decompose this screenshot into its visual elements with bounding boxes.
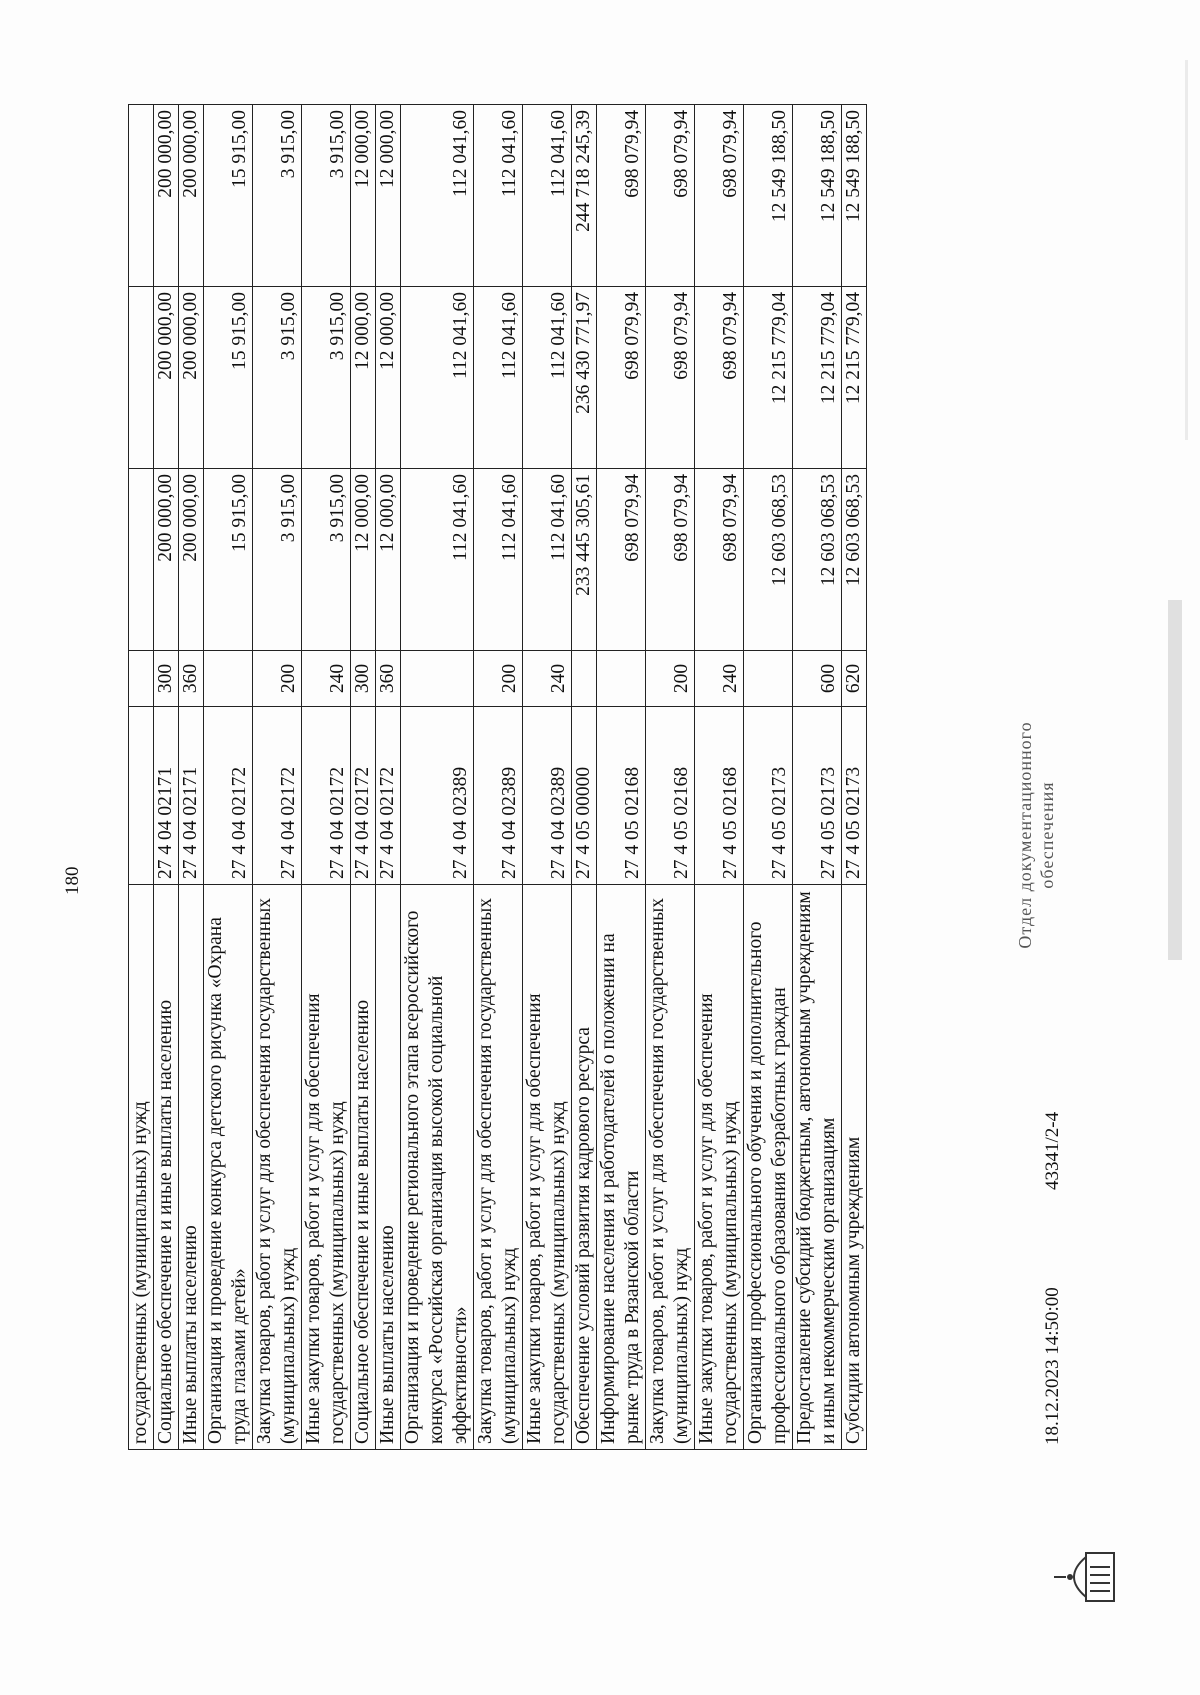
- cell-y2023: 698 079,94: [646, 469, 695, 651]
- cell-y2023: 12 000,00: [351, 469, 376, 651]
- cell-name: Информирование населения и работодателей о положении на рынке труда в Рязанской области: [597, 885, 646, 1450]
- cell-csr: 27 4 05 00000: [572, 707, 597, 885]
- cell-y2025: 3 915,00: [302, 105, 351, 287]
- cell-vr: [204, 651, 253, 707]
- cell-csr: [129, 707, 154, 885]
- cell-name: Закупка товаров, работ и услуг для обеспечения государственных (муниципальных) нужд: [646, 885, 695, 1450]
- cell-y2023: 112 041,60: [474, 469, 523, 651]
- table-row: [474, 105, 523, 1450]
- cell-y2025: 15 915,00: [204, 105, 253, 287]
- cell-vr: 240: [523, 651, 572, 707]
- cell-y2023: 200 000,00: [154, 469, 179, 651]
- cell-csr: 27 4 04 02171: [154, 707, 179, 885]
- cell-y2024: [129, 287, 154, 469]
- cell-y2023: 698 079,94: [597, 469, 646, 651]
- table-row: [154, 105, 179, 1450]
- table-row: [523, 105, 572, 1450]
- cell-y2024: 698 079,94: [646, 287, 695, 469]
- cell-csr: 27 4 05 02173: [744, 707, 793, 885]
- cell-name: государственных (муниципальных) нужд: [129, 885, 154, 1450]
- cell-y2024: 112 041,60: [401, 287, 474, 469]
- table-row: [572, 105, 597, 1450]
- cell-vr: 240: [302, 651, 351, 707]
- cell-vr: [597, 651, 646, 707]
- cell-y2024: 12 215 779,04: [842, 287, 867, 469]
- cell-y2023: 12 000,00: [376, 469, 401, 651]
- cell-y2024: 112 041,60: [523, 287, 572, 469]
- cell-vr: 300: [154, 651, 179, 707]
- cell-vr: 200: [646, 651, 695, 707]
- cell-y2024: 200 000,00: [154, 287, 179, 469]
- cell-name: Иные закупки товаров, работ и услуг для обеспечения государственных (муниципальных) нужд: [302, 885, 351, 1450]
- table-row: [253, 105, 302, 1450]
- cell-y2023: 233 445 305,61: [572, 469, 597, 651]
- cell-name: Социальное обеспечение и иные выплаты населению: [351, 885, 376, 1450]
- cell-y2023: 112 041,60: [401, 469, 474, 651]
- cell-y2024: 12 215 779,04: [744, 287, 793, 469]
- cell-name: Субсидии автономным учреждениям: [842, 885, 867, 1450]
- cell-y2024: 12 215 779,04: [793, 287, 842, 469]
- cell-y2024: 698 079,94: [695, 287, 744, 469]
- cell-vr: [744, 651, 793, 707]
- cell-y2024: 3 915,00: [302, 287, 351, 469]
- cell-vr: [401, 651, 474, 707]
- cell-name: Закупка товаров, работ и услуг для обеспечения государственных (муниципальных) нужд: [253, 885, 302, 1450]
- cell-vr: 300: [351, 651, 376, 707]
- department-stamp: [1014, 655, 1058, 1015]
- cell-y2023: 200 000,00: [179, 469, 204, 651]
- cell-name: Иные закупки товаров, работ и услуг для обеспечения государственных (муниципальных) нужд: [695, 885, 744, 1450]
- table-row: [646, 105, 695, 1450]
- cell-csr: 27 4 05 02173: [842, 707, 867, 885]
- cell-y2024: 12 000,00: [376, 287, 401, 469]
- cell-name: Организация и проведение конкурса детского рисунка «Охрана труда глазами детей»: [204, 885, 253, 1450]
- cell-y2025: 3 915,00: [253, 105, 302, 287]
- cell-y2025: 200 000,00: [179, 105, 204, 287]
- cell-csr: 27 4 05 02173: [793, 707, 842, 885]
- cell-csr: 27 4 04 02172: [302, 707, 351, 885]
- cell-y2024: 3 915,00: [253, 287, 302, 469]
- cell-y2024: 112 041,60: [474, 287, 523, 469]
- cell-y2025: 12 000,00: [351, 105, 376, 287]
- stamp-line-2: обеспечения: [1037, 781, 1057, 889]
- cell-y2025: 12 549 188,50: [793, 105, 842, 287]
- cell-y2025: 698 079,94: [646, 105, 695, 287]
- cell-vr: [129, 651, 154, 707]
- table-row: [351, 105, 376, 1450]
- cell-y2024: 15 915,00: [204, 287, 253, 469]
- table-row: [744, 105, 793, 1450]
- cell-y2024: 12 000,00: [351, 287, 376, 469]
- cell-vr: 600: [793, 651, 842, 707]
- cell-y2023: 12 603 068,53: [842, 469, 867, 651]
- cell-vr: 200: [253, 651, 302, 707]
- page-number: 180: [62, 866, 83, 895]
- cell-name: Предоставление субсидий бюджетным, автономным учреждениям и иным некоммерческим организациям: [793, 885, 842, 1450]
- cell-y2024: 200 000,00: [179, 287, 204, 469]
- table-row: [376, 105, 401, 1450]
- cell-csr: 27 4 05 02168: [597, 707, 646, 885]
- cell-y2023: 698 079,94: [695, 469, 744, 651]
- cell-csr: 27 4 04 02389: [523, 707, 572, 885]
- cell-vr: 360: [179, 651, 204, 707]
- cell-y2025: 12 549 188,50: [842, 105, 867, 287]
- budget-table-body: [129, 105, 867, 1450]
- footer-doc-number: 43341/2-4: [1042, 1111, 1063, 1190]
- cell-name: Иные выплаты населению: [376, 885, 401, 1450]
- table-row: [129, 105, 154, 1450]
- cell-vr: [572, 651, 597, 707]
- table-row: [401, 105, 474, 1450]
- budget-table: [128, 104, 867, 1450]
- table-row: [302, 105, 351, 1450]
- cell-vr: 360: [376, 651, 401, 707]
- cell-y2025: 112 041,60: [474, 105, 523, 287]
- cell-y2023: 3 915,00: [302, 469, 351, 651]
- cell-y2023: 12 603 068,53: [793, 469, 842, 651]
- cell-name: Организация профессионального обучения и дополнительного профессионального образования безработных граждан: [744, 885, 793, 1450]
- cell-csr: 27 4 04 02389: [401, 707, 474, 885]
- table-row: [597, 105, 646, 1450]
- cell-y2025: 112 041,60: [523, 105, 572, 287]
- cell-vr: 620: [842, 651, 867, 707]
- cell-y2024: 236 430 771,97: [572, 287, 597, 469]
- cell-y2025: 200 000,00: [154, 105, 179, 287]
- table-row: [179, 105, 204, 1450]
- cell-name: Закупка товаров, работ и услуг для обеспечения государственных (муниципальных) нужд: [474, 885, 523, 1450]
- cell-csr: 27 4 05 02168: [695, 707, 744, 885]
- cell-name: Иные закупки товаров, работ и услуг для обеспечения государственных (муниципальных) нужд: [523, 885, 572, 1450]
- stamp-line-1: Отдел документационного: [1015, 721, 1035, 949]
- table-row: [842, 105, 867, 1450]
- cell-y2025: 698 079,94: [597, 105, 646, 287]
- table-row: [695, 105, 744, 1450]
- cell-csr: 27 4 04 02172: [376, 707, 401, 885]
- cell-y2025: 12 549 188,50: [744, 105, 793, 287]
- cell-y2023: 3 915,00: [253, 469, 302, 651]
- cell-vr: 240: [695, 651, 744, 707]
- table-row: [204, 105, 253, 1450]
- cell-y2025: [129, 105, 154, 287]
- cell-csr: 27 4 04 02171: [179, 707, 204, 885]
- cell-vr: 200: [474, 651, 523, 707]
- cell-csr: 27 4 04 02172: [253, 707, 302, 885]
- footer-date: 18.12.2023 14:50:00: [1042, 1287, 1063, 1445]
- cell-y2025: 12 000,00: [376, 105, 401, 287]
- cell-csr: 27 4 04 02389: [474, 707, 523, 885]
- cell-name: Социальное обеспечение и иные выплаты населению: [154, 885, 179, 1450]
- cell-csr: 27 4 05 02168: [646, 707, 695, 885]
- cell-y2025: 112 041,60: [401, 105, 474, 287]
- cell-name: Иные выплаты населению: [179, 885, 204, 1450]
- cell-y2025: 698 079,94: [695, 105, 744, 287]
- cell-y2025: 244 718 245,39: [572, 105, 597, 287]
- cell-y2023: 15 915,00: [204, 469, 253, 651]
- cell-csr: 27 4 04 02172: [351, 707, 376, 885]
- cell-name: Организация и проведение регионального этапа всероссийского конкурса «Российская организация высокой социальной эффективности»: [401, 885, 474, 1450]
- emblem-icon: [1050, 1549, 1120, 1605]
- cell-y2023: 112 041,60: [523, 469, 572, 651]
- cell-y2024: 698 079,94: [597, 287, 646, 469]
- cell-name: Обеспечение условий развития кадрового ресурса: [572, 885, 597, 1450]
- table-row: [793, 105, 842, 1450]
- cell-csr: 27 4 04 02172: [204, 707, 253, 885]
- cell-y2023: [129, 469, 154, 651]
- cell-y2023: 12 603 068,53: [744, 469, 793, 651]
